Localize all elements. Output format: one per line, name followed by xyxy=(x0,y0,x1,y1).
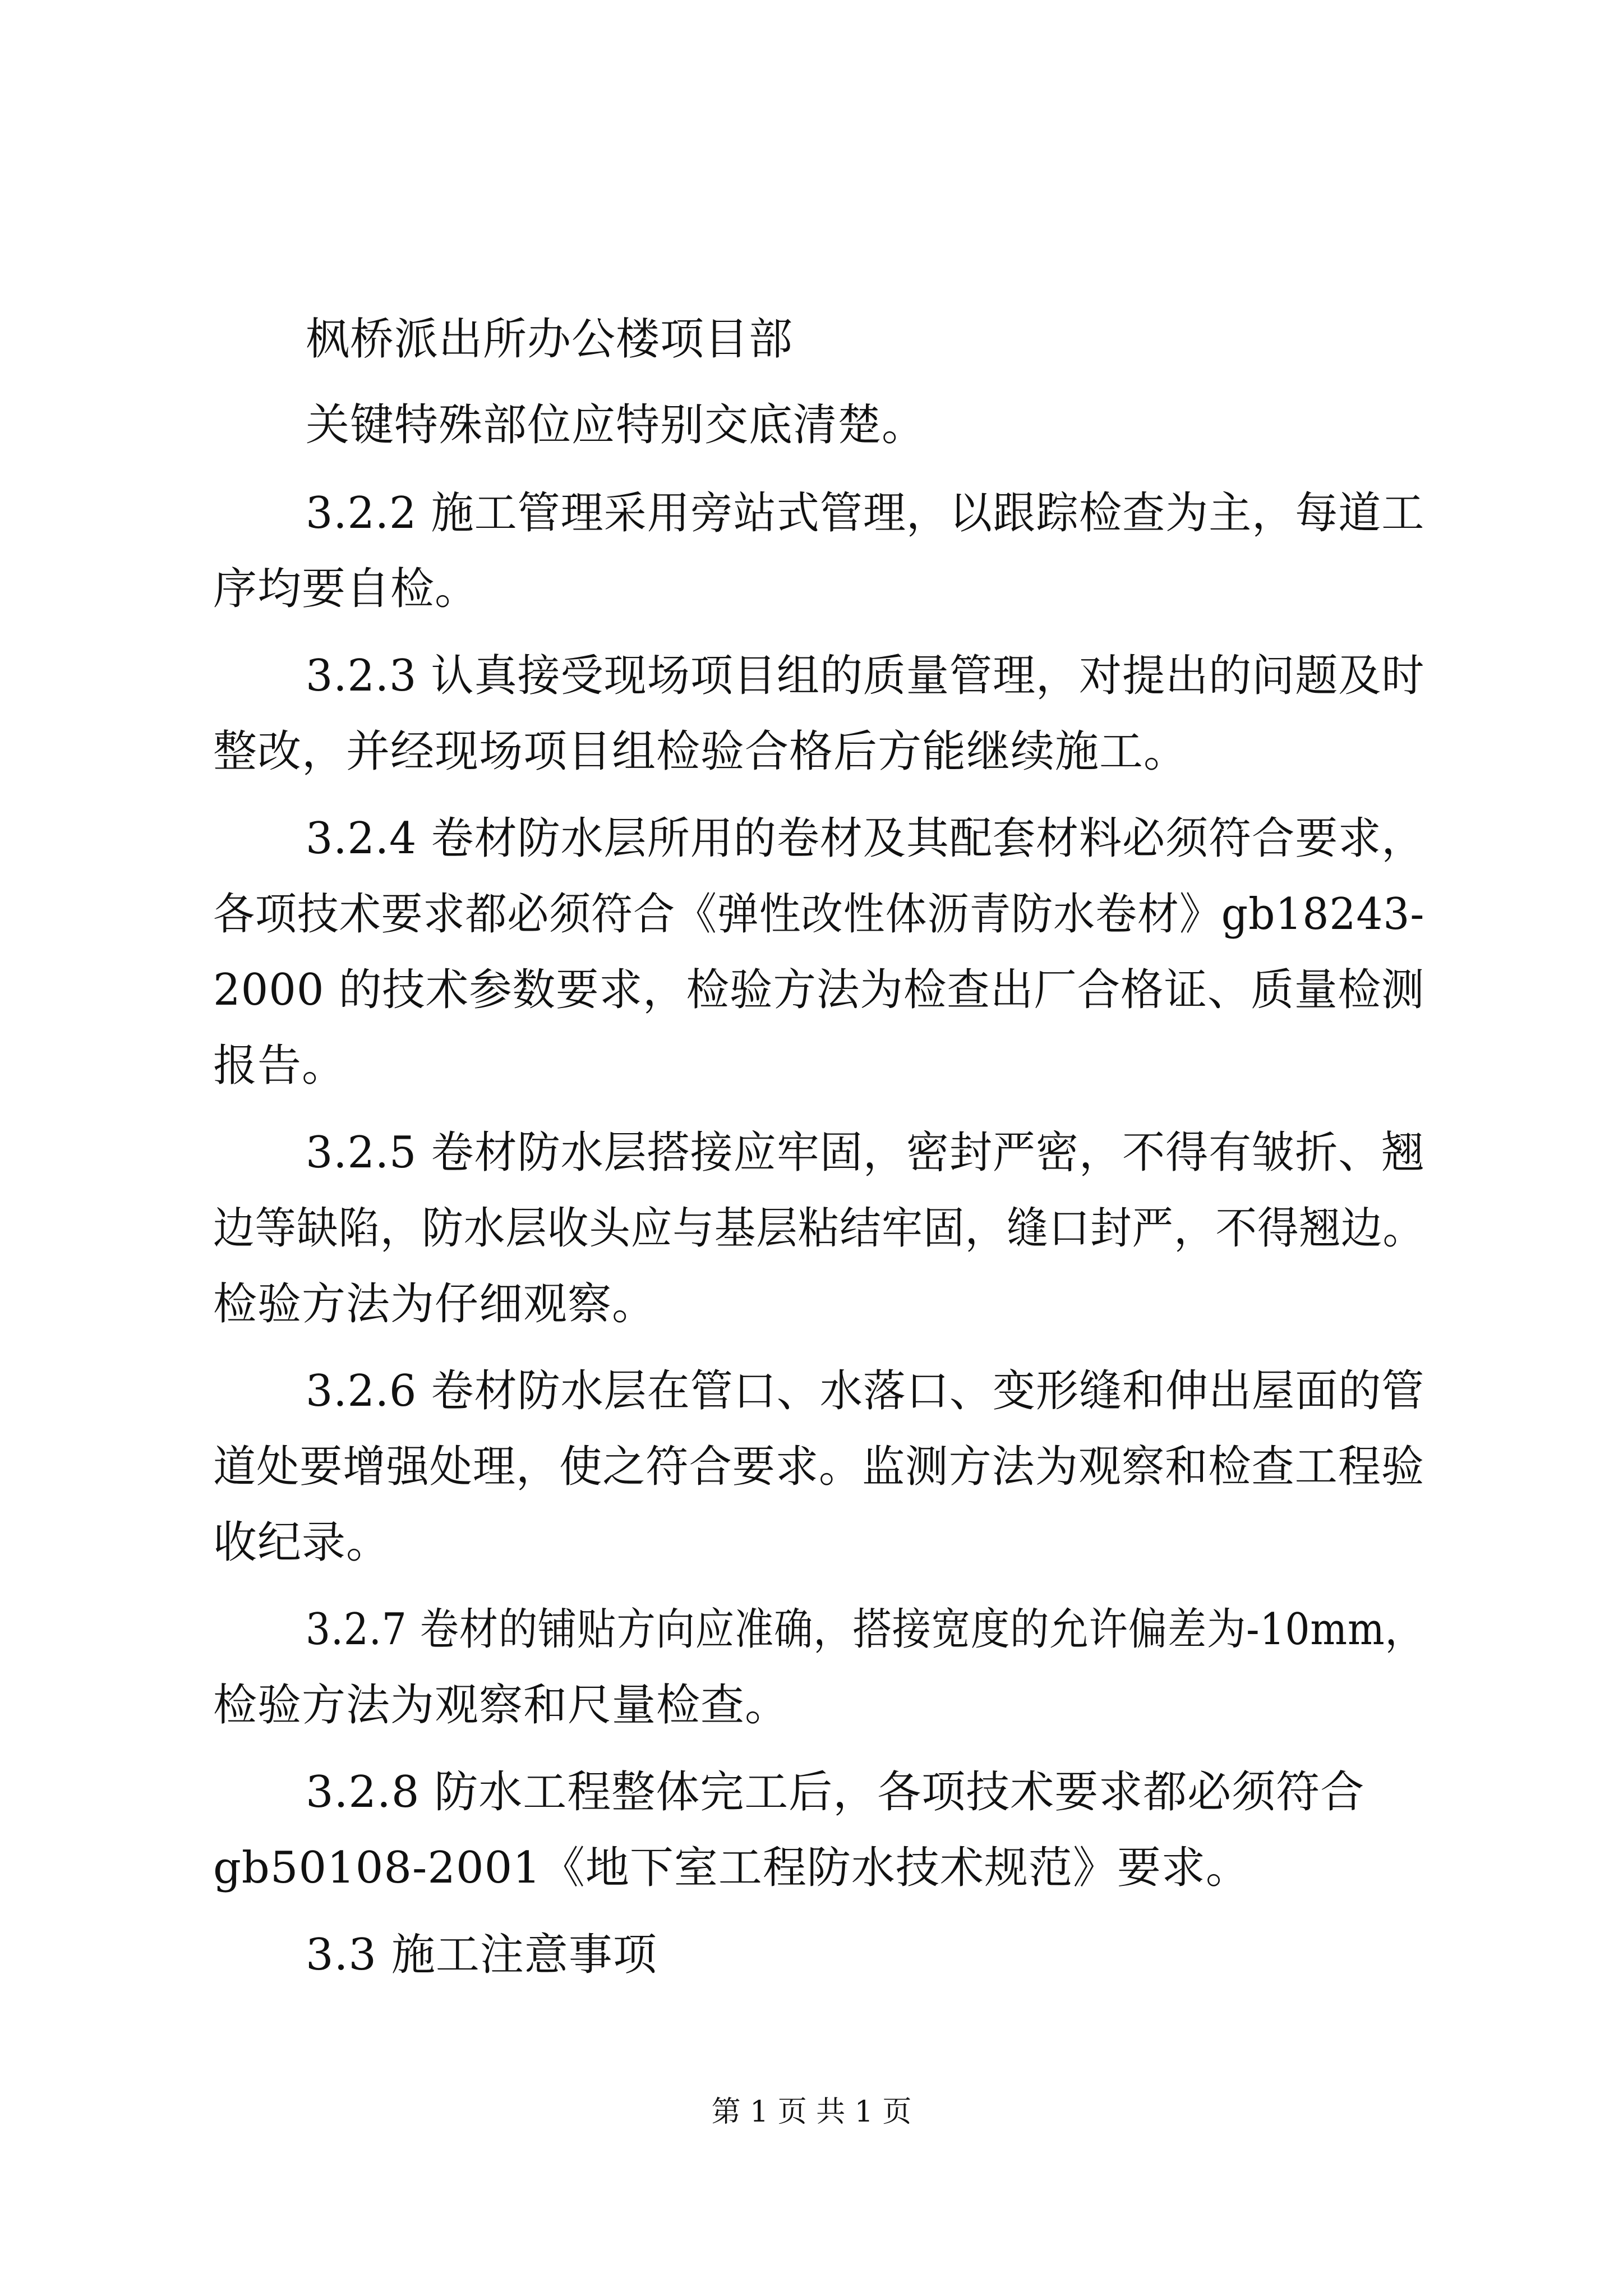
paragraph-line: 报告。 xyxy=(213,1041,347,1091)
paragraph-line: 检验方法为仔细观察。 xyxy=(213,1279,657,1329)
page-footer: 第 1 页 共 1 页 xyxy=(711,2095,912,2129)
paragraph-line: 3.2.8 防水工程整体完工后，各项技术要求都必须符合 xyxy=(306,1767,1365,1818)
paragraph-line: 3.2.7 卷材的铺贴方向应准确，搭接宽度的允许偏差为-10mm， xyxy=(306,1604,1424,1655)
paragraph-line: 道处要增强处理，使之符合要求。监测方法为观察和检查工程验 xyxy=(213,1442,1425,1492)
paragraph-line: 边等缺陷，防水层收头应与基层粘结牢固，缝口封严，不得翘边。 xyxy=(213,1203,1424,1254)
header-title: 枫桥派出所办公楼项目部 xyxy=(306,314,794,365)
paragraph-line: 2000 的技术参数要求，检验方法为检查出厂合格证、质量检测 xyxy=(213,965,1425,1015)
section-heading: 3.3 施工注意事项 xyxy=(306,1930,657,1980)
paragraph-line: 各项技术要求都必须符合《弹性改性体沥青防水卷材》gb18243- xyxy=(213,889,1425,940)
paragraph-line: 3.2.6 卷材防水层在管口、水落口、变形缝和伸出屋面的管 xyxy=(306,1366,1425,1416)
paragraph-line: gb50108-2001《地下室工程防水技术规范》要求。 xyxy=(213,1843,1250,1893)
paragraph-line: 3.2.4 卷材防水层所用的卷材及其配套材料必须符合要求， xyxy=(306,813,1425,864)
paragraph-line: 检验方法为观察和尺量检查。 xyxy=(213,1680,790,1731)
paragraph-line: 3.2.2 施工管理采用旁站式管理，以跟踪检查为主，每道工 xyxy=(306,488,1425,539)
paragraph-line: 3.2.5 卷材防水层搭接应牢固，密封严密，不得有皱折、翘 xyxy=(306,1128,1425,1178)
paragraph-line: 关键特殊部位应特别交底清楚。 xyxy=(306,400,926,450)
paragraph-line: 3.2.3 认真接受现场项目组的质量管理，对提出的问题及时 xyxy=(306,651,1425,701)
paragraph-line: 整改，并经现场项目组检验合格后方能继续施工。 xyxy=(213,726,1188,777)
paragraph-line: 序均要自检。 xyxy=(213,564,479,614)
paragraph-line: 收纪录。 xyxy=(213,1517,391,1568)
